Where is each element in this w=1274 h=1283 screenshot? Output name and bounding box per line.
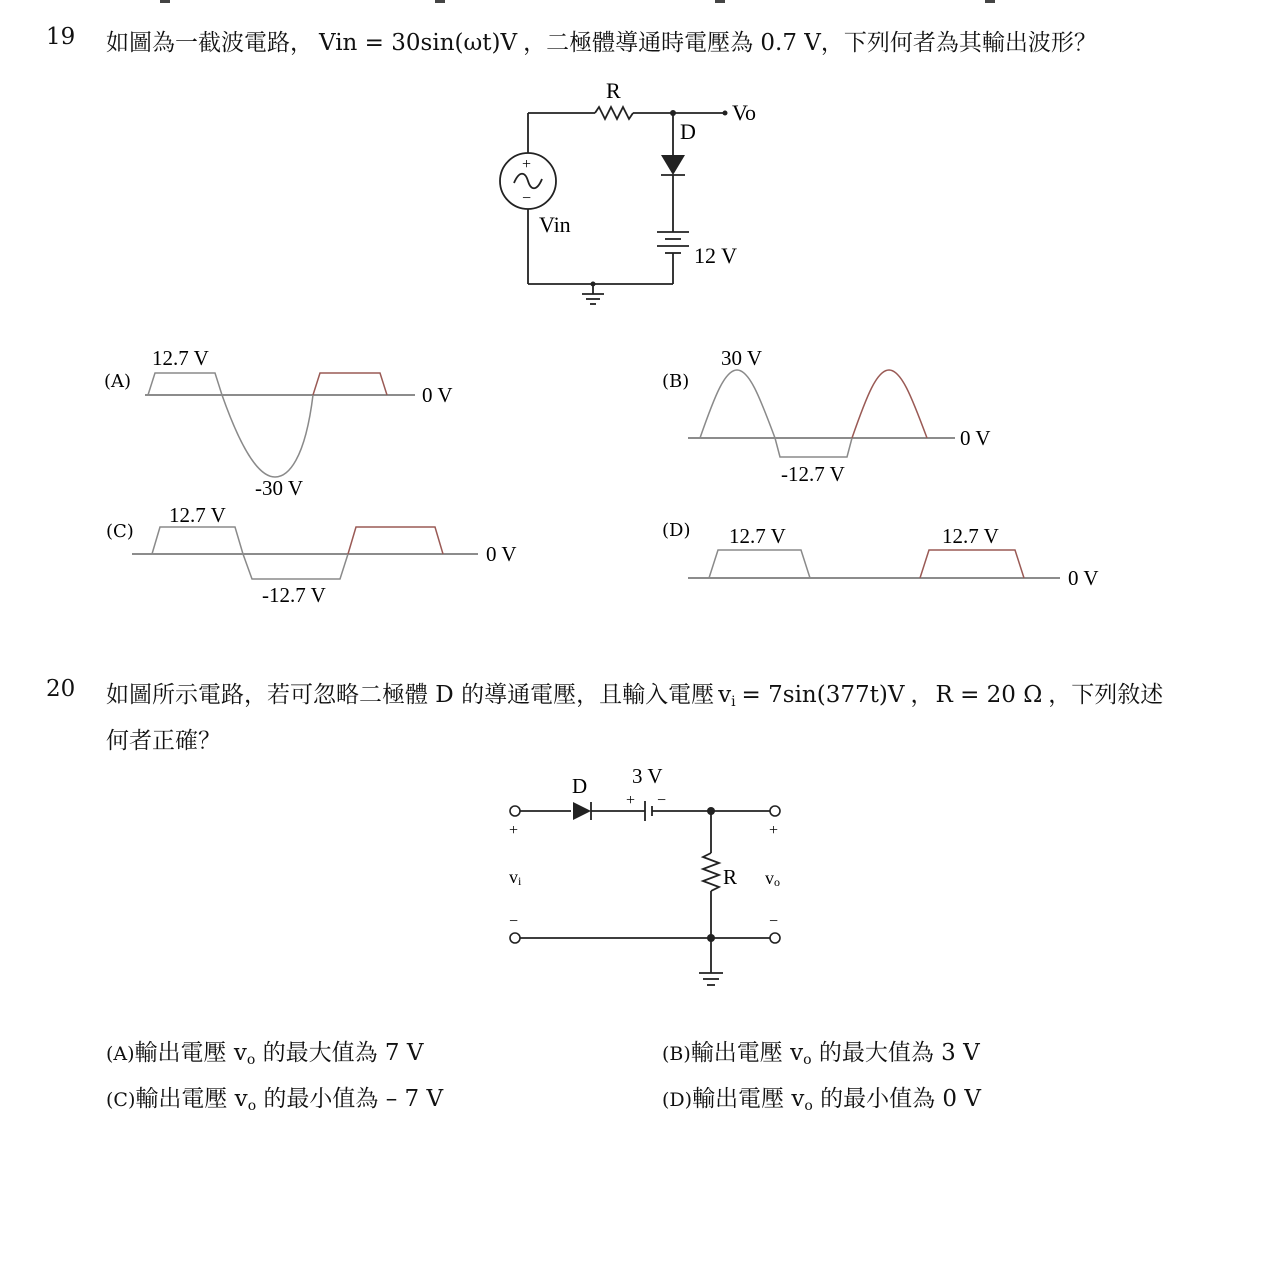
q20-option-d[interactable] [662, 1080, 981, 1114]
question-20-number: 20 [46, 676, 76, 702]
q20-option-c[interactable] [106, 1080, 443, 1114]
q20-vi-label: vi [509, 867, 522, 888]
question-20-text-line2: 何者正確？ [106, 728, 221, 754]
q19-source-minus: − [522, 190, 532, 207]
q20-input-terminal-bottom [510, 933, 520, 943]
q19-text-before: 如圖為一截波電路， [106, 30, 313, 56]
q19-b-bottom-value: -12.7 V [781, 462, 845, 486]
q20-c-label: (C) [106, 1089, 136, 1111]
q19-c-top-value: 12.7 V [169, 503, 226, 527]
question-19-number: 19 [46, 24, 76, 50]
q20-r-formula: R = 20 Ω [935, 682, 1043, 708]
question-20-text-line1 [106, 676, 1163, 710]
q20-vi-main: v [718, 682, 732, 708]
question-19-text [106, 24, 1097, 57]
q19-c-bottom-value: -12.7 V [262, 583, 326, 607]
q20-a-label: (A) [106, 1043, 135, 1065]
page-top-fragment [0, 0, 1274, 6]
q20-vo-label: vo [765, 868, 780, 889]
q19-d-top-value-2: 12.7 V [942, 524, 999, 548]
q19-diode-icon [661, 155, 685, 175]
q20-c-sub: o [247, 1098, 257, 1114]
q19-b-label: (B) [662, 371, 690, 392]
q20-text-a: 如圖所示電路，若可忽略二極體 D 的導通電壓，且輸入電壓 [106, 682, 715, 708]
q20-output-minus: − [769, 913, 779, 930]
q20-d-text2: 的最小值為 0 V [812, 1086, 981, 1112]
q20-option-a[interactable] [106, 1034, 423, 1068]
q20-input-terminal-top [510, 806, 520, 816]
q20-c-text: 輸出電壓 v [135, 1086, 248, 1112]
q19-option-c-waveform [100, 500, 530, 615]
q20-output-plus: + [769, 822, 779, 839]
q20-output-terminal-top [770, 806, 780, 816]
q20-d-sub: o [804, 1098, 813, 1114]
q19-a-label: (A) [104, 371, 132, 392]
q20-vi [718, 682, 735, 708]
q20-circuit-diagram [495, 755, 805, 995]
q19-a-bottom-value: -30 V [255, 476, 304, 500]
q19-formula: Vin = 30sin(ωt)V [319, 30, 518, 56]
q19-option-b-waveform [655, 340, 1075, 490]
q19-d-zero-label: 0 V [1068, 566, 1099, 590]
q20-c-text2: 的最小值為 – 7 V [256, 1086, 444, 1112]
q19-resistor-label: R [606, 78, 621, 103]
q20-b-text2: 的最大值為 3 V [811, 1040, 980, 1066]
q19-d-label: (D) [662, 520, 691, 541]
q20-formula: = 7sin(377t)V [741, 682, 905, 708]
q19-c-label: (C) [106, 521, 134, 542]
q20-text-c: ，下列敘述 [1048, 682, 1164, 708]
q19-a-top-value: 12.7 V [152, 346, 209, 370]
q20-battery-minus: − [657, 792, 667, 809]
q20-input-plus: + [509, 822, 519, 839]
q20-b-label: (B) [662, 1043, 691, 1065]
q20-a-text: 輸出電壓 v [134, 1040, 247, 1066]
q19-d-top-value-1: 12.7 V [729, 524, 786, 548]
q20-diode-label: D [572, 774, 588, 798]
q20-vi-sub: i [731, 694, 736, 710]
q19-text-after: ，二極體導通時電壓為 0.7 V，下列何者為其輸出波形？ [523, 30, 1097, 56]
q20-a-text2: 的最大值為 7 V [255, 1040, 424, 1066]
q19-circuit-diagram [480, 75, 800, 315]
q19-output-label: Vo [732, 100, 757, 125]
q19-a-zero-label: 0 V [422, 383, 453, 407]
q20-diode-icon [573, 802, 591, 820]
q20-b-sub: o [803, 1052, 812, 1068]
q19-diode-label: D [680, 119, 696, 144]
q19-b-top-value: 30 V [721, 346, 763, 370]
q19-source-plus: + [522, 156, 532, 173]
q19-source-label: Vin [539, 212, 571, 237]
q20-option-b[interactable] [662, 1034, 980, 1068]
q19-b-zero-label: 0 V [960, 426, 991, 450]
q20-b-text: 輸出電壓 v [690, 1040, 804, 1066]
q20-a-sub: o [246, 1052, 256, 1068]
q20-text-b: ， [910, 682, 934, 708]
q20-resistor-label: R [723, 865, 738, 889]
q20-battery-label: 3 V [632, 764, 663, 788]
q20-input-minus: − [509, 913, 519, 930]
q20-d-text: 輸出電壓 v [692, 1086, 805, 1112]
q19-c-zero-label: 0 V [486, 542, 517, 566]
q19-battery-label: 12 V [694, 243, 737, 268]
q19-option-a-waveform [100, 340, 500, 505]
q20-d-label: (D) [662, 1089, 693, 1111]
q20-output-terminal-bottom [770, 933, 780, 943]
q19-option-d-waveform [655, 510, 1115, 605]
q20-battery-plus: + [626, 792, 636, 809]
